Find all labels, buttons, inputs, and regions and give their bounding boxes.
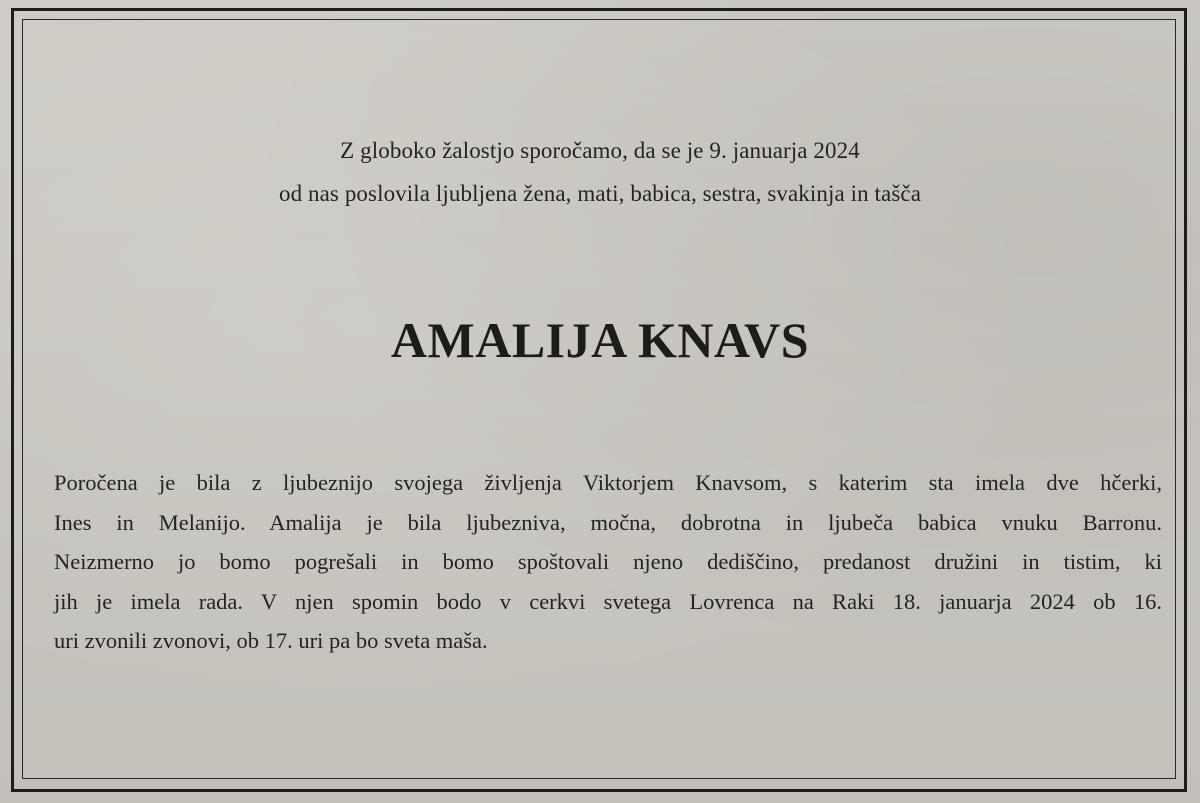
intro-line-1: Z globoko žalostjo sporočamo, da se je 9. januarja 2024 — [340, 138, 860, 163]
intro-line-2: od nas poslovila ljubljena žena, mati, babica, sestra, svakinja in tašča — [278, 181, 922, 206]
body-line-4: jih je imela rada. V njen spomin bodo v cerkvi svetega Lovrenca na Raki 18. januarja 2024 ob 16. — [54, 588, 1162, 614]
body-line-2: Ines in Melanijo. Amalija je bila ljubezniva, močna, dobrotna in ljubeča babica vnuku Barronu. — [54, 509, 1162, 535]
notice-body — [54, 463, 1162, 661]
deceased-name: AMALIJA KNAVS — [390, 312, 810, 368]
body-line-5: uri zvonili zvonovi, ob 17. uri pa bo sveta maša. — [54, 628, 488, 654]
body-line-3: Neizmerno jo bomo pogrešali in bomo spoštovali njeno dediščino, predanost družini in tistim, ki — [54, 549, 1162, 575]
body-line-1: Poročena je bila z ljubeznijo svojega življenja Viktorjem Knavsom, s katerim sta imela dve hčerki, — [54, 470, 1162, 495]
